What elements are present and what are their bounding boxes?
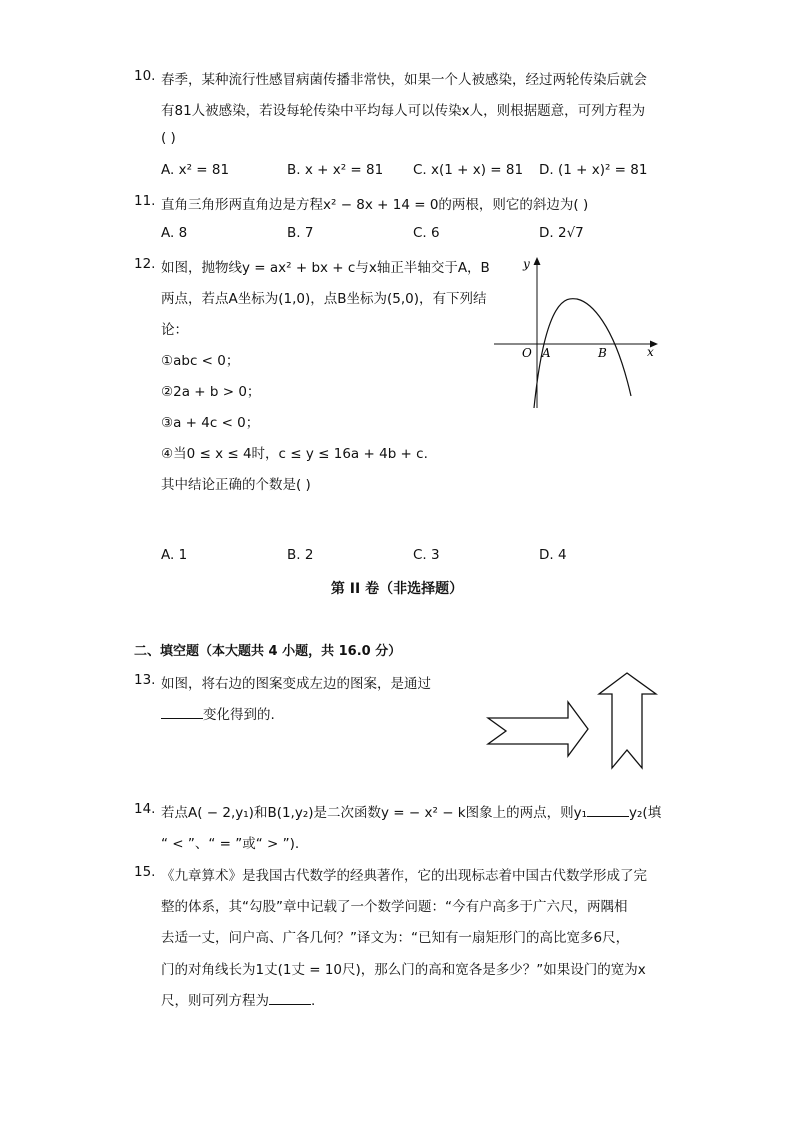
q12-conclusion-4: ④当0 ≤ x ≤ 4时，c ≤ y ≤ 16a + 4b + c. (161, 446, 428, 462)
q11-option-d[interactable]: D. 2√7 (539, 225, 584, 241)
q10-option-a[interactable]: A. x² = 81 (161, 162, 230, 178)
q10-number: 10. (134, 68, 156, 84)
q10-text-line1: 春季，某种流行性感冒病菌传播非常快，如果一个人被感染，经过两轮传染后就会 (161, 72, 647, 88)
q15-text-line4: 门的对角线长为1丈(1丈 = 10尺)，那么门的高和宽各是多少？”如果设门的宽为x (161, 962, 646, 978)
q14-text-line2: “ < ”、“ = ”或“ > ”). (161, 836, 300, 852)
x-axis-label: x (647, 345, 654, 359)
q13-text-line2 (161, 703, 275, 723)
y-axis-label: y (523, 257, 530, 271)
up-arrow-shape (599, 673, 656, 768)
q12-option-d[interactable]: D. 4 (539, 547, 567, 563)
q14-text-line1-tail: y₂(填 (629, 805, 662, 821)
q10-option-d[interactable]: D. (1 + x)² = 81 (539, 162, 648, 178)
q12-number: 12. (134, 256, 156, 272)
q12-conclusion-1: ①abc < 0； (161, 353, 240, 369)
origin-label: O (522, 346, 532, 360)
q13-number: 13. (134, 672, 156, 688)
q11-option-a[interactable]: A. 8 (161, 225, 188, 241)
q12-option-a[interactable]: A. 1 (161, 547, 188, 563)
y-axis-arrow-icon (534, 257, 541, 265)
q15-text-line3: 去适一丈，问户高、广各几何？”译文为：“已知有一扇矩形门的高比宽多6尺， (161, 930, 630, 946)
q15-text-line5 (161, 989, 315, 1009)
q11-option-c[interactable]: C. 6 (413, 225, 440, 241)
q12-text-line1: 如图，抛物线y = ax² + bx + c与x轴正半轴交于A，B (161, 260, 490, 276)
q15-text-line5-head: 尺，则可列方程为 (161, 993, 269, 1009)
q10-option-c[interactable]: C. x(1 + x) = 81 (413, 162, 524, 178)
q10-option-b[interactable]: B. x + x² = 81 (287, 162, 384, 178)
q15-answer-blank[interactable] (269, 992, 311, 1005)
q14-number: 14. (134, 801, 156, 817)
q12-option-b[interactable]: B. 2 (287, 547, 314, 563)
q13-answer-blank[interactable] (161, 706, 203, 719)
q15-text-line1: 《九章算术》是我国古代数学的经典著作，它的出现标志着中国古代数学形成了完 (161, 868, 647, 884)
point-b-label: B (598, 346, 607, 360)
q11-option-b[interactable]: B. 7 (287, 225, 314, 241)
q11-number: 11. (134, 193, 156, 209)
q14-text-line1 (161, 801, 661, 821)
q10-text-line2: 有81人被感染，若设每轮传染中平均每人可以传染x人，则根据题意，可列方程为 (161, 103, 646, 119)
q12-text-line3: 论： (161, 322, 188, 338)
point-a-label: A (542, 346, 551, 360)
q13-text-line2-tail: 变化得到的. (203, 707, 275, 723)
q15-text-line5-tail: . (311, 993, 316, 1009)
q12-parabola-graph (490, 252, 662, 412)
section-title: 第 II 卷（非选择题） (330, 581, 464, 597)
q15-text-line2: 整的体系，其“勾股”章中记载了一个数学问题：“今有户高多于广六尺，两隅相 (161, 899, 628, 915)
q13-text-line1: 如图，将右边的图案变成左边的图案，是通过 (161, 676, 431, 692)
q15-number: 15. (134, 864, 156, 880)
q10-text-line3: ( ) (161, 130, 176, 146)
q14-answer-blank[interactable] (587, 804, 629, 817)
q13-arrow-figure (484, 668, 664, 776)
q12-conclusion-2: ②2a + b > 0； (161, 384, 261, 400)
q12-option-c[interactable]: C. 3 (413, 547, 440, 563)
section-heading: 二、填空题（本大题共 4 小题，共 16.0 分） (134, 644, 402, 659)
q12-text-line2: 两点，若点A坐标为(1,0)，点B坐标为(5,0)，有下列结 (161, 291, 487, 307)
right-arrow-shape (488, 702, 588, 756)
q12-conclusion-3: ③a + 4c < 0； (161, 415, 260, 431)
q12-question: 其中结论正确的个数是( ) (161, 477, 311, 493)
q11-text: 直角三角形两直角边是方程x² − 8x + 14 = 0的两根，则它的斜边为( ) (161, 197, 589, 213)
q14-text-line1-head: 若点A( − 2,y₁)和B(1,y₂)是二次函数y = − x² − k图象上的两点，则y₁ (161, 805, 588, 821)
